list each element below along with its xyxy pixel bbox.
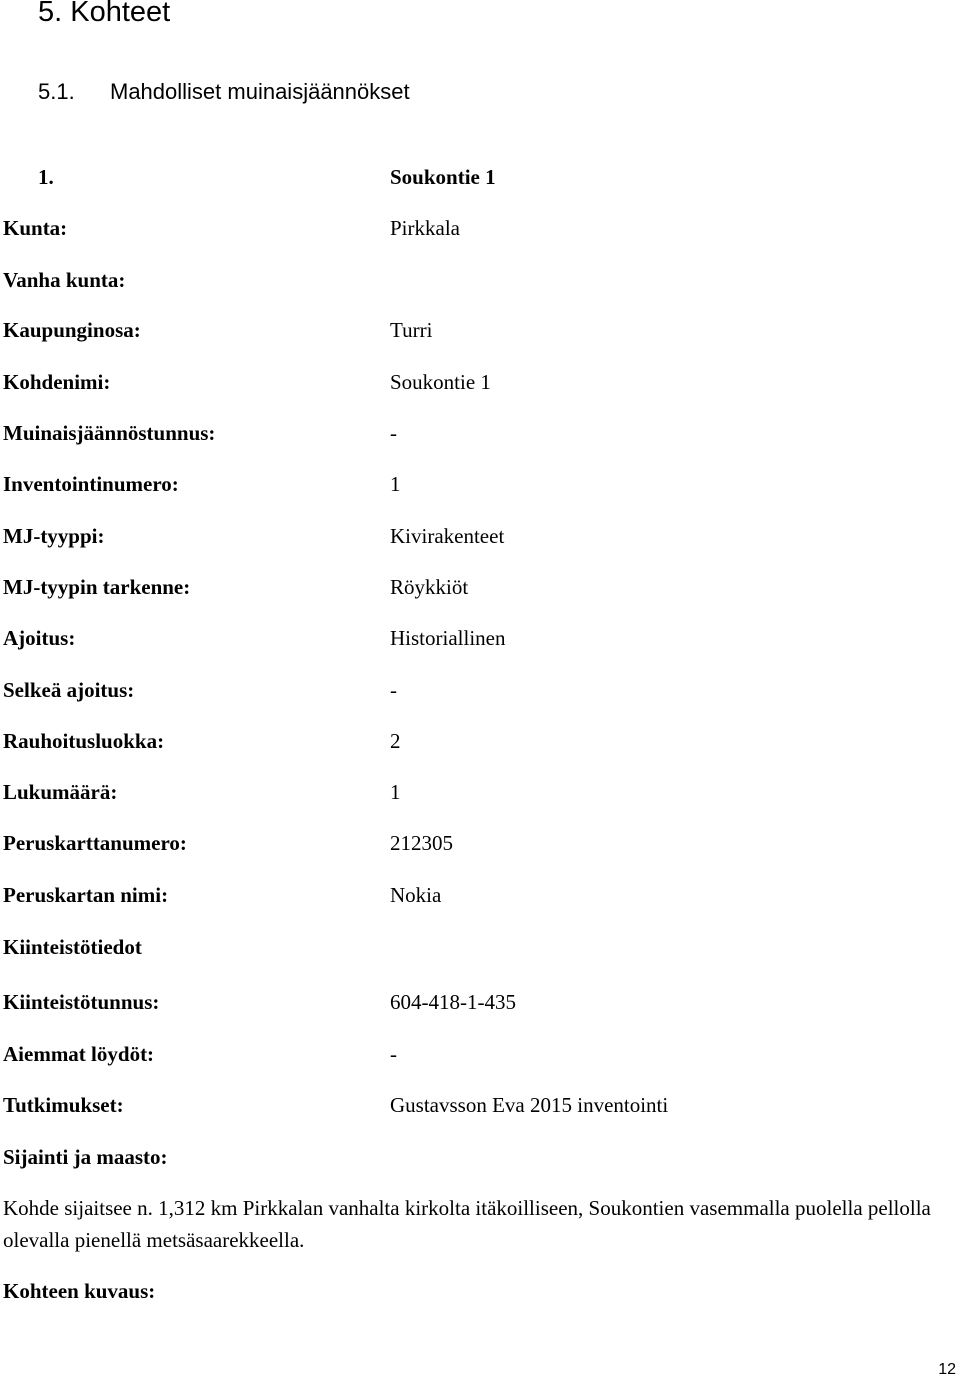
field-row-ajoitus: [0, 623, 960, 653]
field-value: Nokia: [390, 883, 442, 907]
field-label: Muinaisjäännöstunnus:: [3, 421, 216, 445]
field-value: 1: [390, 780, 401, 804]
field-value: Röykkiöt: [390, 575, 469, 599]
field-value: -: [390, 678, 397, 702]
field-label: Kunta:: [3, 216, 68, 240]
field-value: -: [390, 421, 397, 445]
subheading-number: 5.1.: [38, 79, 75, 104]
description-heading: Kohteen kuvaus:: [3, 1279, 156, 1303]
field-label: Peruskarttanumero:: [3, 831, 187, 855]
site-title: Soukontie 1: [390, 165, 496, 189]
field-row-kiinteistotunnus: [0, 987, 960, 1017]
site-title-row: [0, 162, 960, 192]
field-row-muinaisjaannostunnus: [0, 418, 960, 448]
field-label: Kohdenimi:: [3, 370, 111, 394]
field-label: Lukumäärä:: [3, 780, 118, 804]
page-number: 12: [938, 1361, 956, 1378]
field-label: Inventointinumero:: [3, 472, 179, 496]
field-row-mj-tyypin-tarkenne: [0, 572, 960, 602]
field-row-lukumaara: [0, 777, 960, 807]
field-value: 2: [390, 729, 401, 753]
field-value: Kivirakenteet: [390, 524, 505, 548]
location-text: Kohde sijaitsee n. 1,312 km Pirkkalan vanhalta kirkolta itäkoilliseen, Soukontien vasemmalla puolella pellolla olevalla pienellä metsäsaarekkeella.: [3, 1196, 931, 1252]
field-row-kunta: [0, 213, 960, 243]
field-value: -: [390, 1042, 397, 1066]
field-row-mj-tyyppi: [0, 521, 960, 551]
field-row-selkea-ajoitus: [0, 675, 960, 705]
field-row-rauhoitusluokka: [0, 726, 960, 756]
field-label: Vanha kunta:: [3, 268, 126, 292]
field-value: Soukontie 1: [390, 370, 491, 394]
subheading-title: Mahdolliset muinaisjäännökset: [110, 79, 410, 104]
site-number: 1.: [38, 165, 54, 189]
field-label: Kaupunginosa:: [3, 318, 141, 342]
field-label: MJ-tyypin tarkenne:: [3, 575, 191, 599]
field-label: Tutkimukset:: [3, 1093, 124, 1117]
field-row-kohdenimi: [0, 367, 960, 397]
field-row-peruskartan-nimi: [0, 880, 960, 910]
field-value: Historiallinen: [390, 626, 506, 650]
field-label: Selkeä ajoitus:: [3, 678, 135, 702]
field-value: 604-418-1-435: [390, 990, 516, 1014]
description-heading-row: [0, 1276, 960, 1306]
field-value: Turri: [390, 318, 433, 342]
field-row-peruskarttanumero: [0, 828, 960, 858]
field-row-aiemmat-loydot: [0, 1039, 960, 1069]
field-value: Pirkkala: [390, 216, 460, 240]
field-label: Peruskartan nimi:: [3, 883, 169, 907]
field-row-vanha-kunta: [0, 265, 960, 295]
field-value: 1: [390, 472, 401, 496]
field-row-tutkimukset: [0, 1090, 960, 1120]
property-heading-row: [0, 932, 960, 962]
field-label: Rauhoitusluokka:: [3, 729, 165, 753]
field-row-kaupunginosa: [0, 315, 960, 345]
property-heading: Kiinteistötiedot: [3, 935, 142, 959]
field-row-inventointinumero: [0, 469, 960, 499]
field-value: Gustavsson Eva 2015 inventointi: [390, 1093, 669, 1117]
field-value: 212305: [390, 831, 453, 855]
page-heading: 5. Kohteet: [38, 0, 171, 28]
field-label: MJ-tyyppi:: [3, 524, 105, 548]
location-heading-row: [0, 1142, 960, 1172]
location-heading: Sijainti ja maasto:: [3, 1145, 168, 1169]
field-label: Kiinteistötunnus:: [3, 990, 160, 1014]
field-label: Ajoitus:: [3, 626, 76, 650]
field-label: Aiemmat löydöt:: [3, 1042, 155, 1066]
